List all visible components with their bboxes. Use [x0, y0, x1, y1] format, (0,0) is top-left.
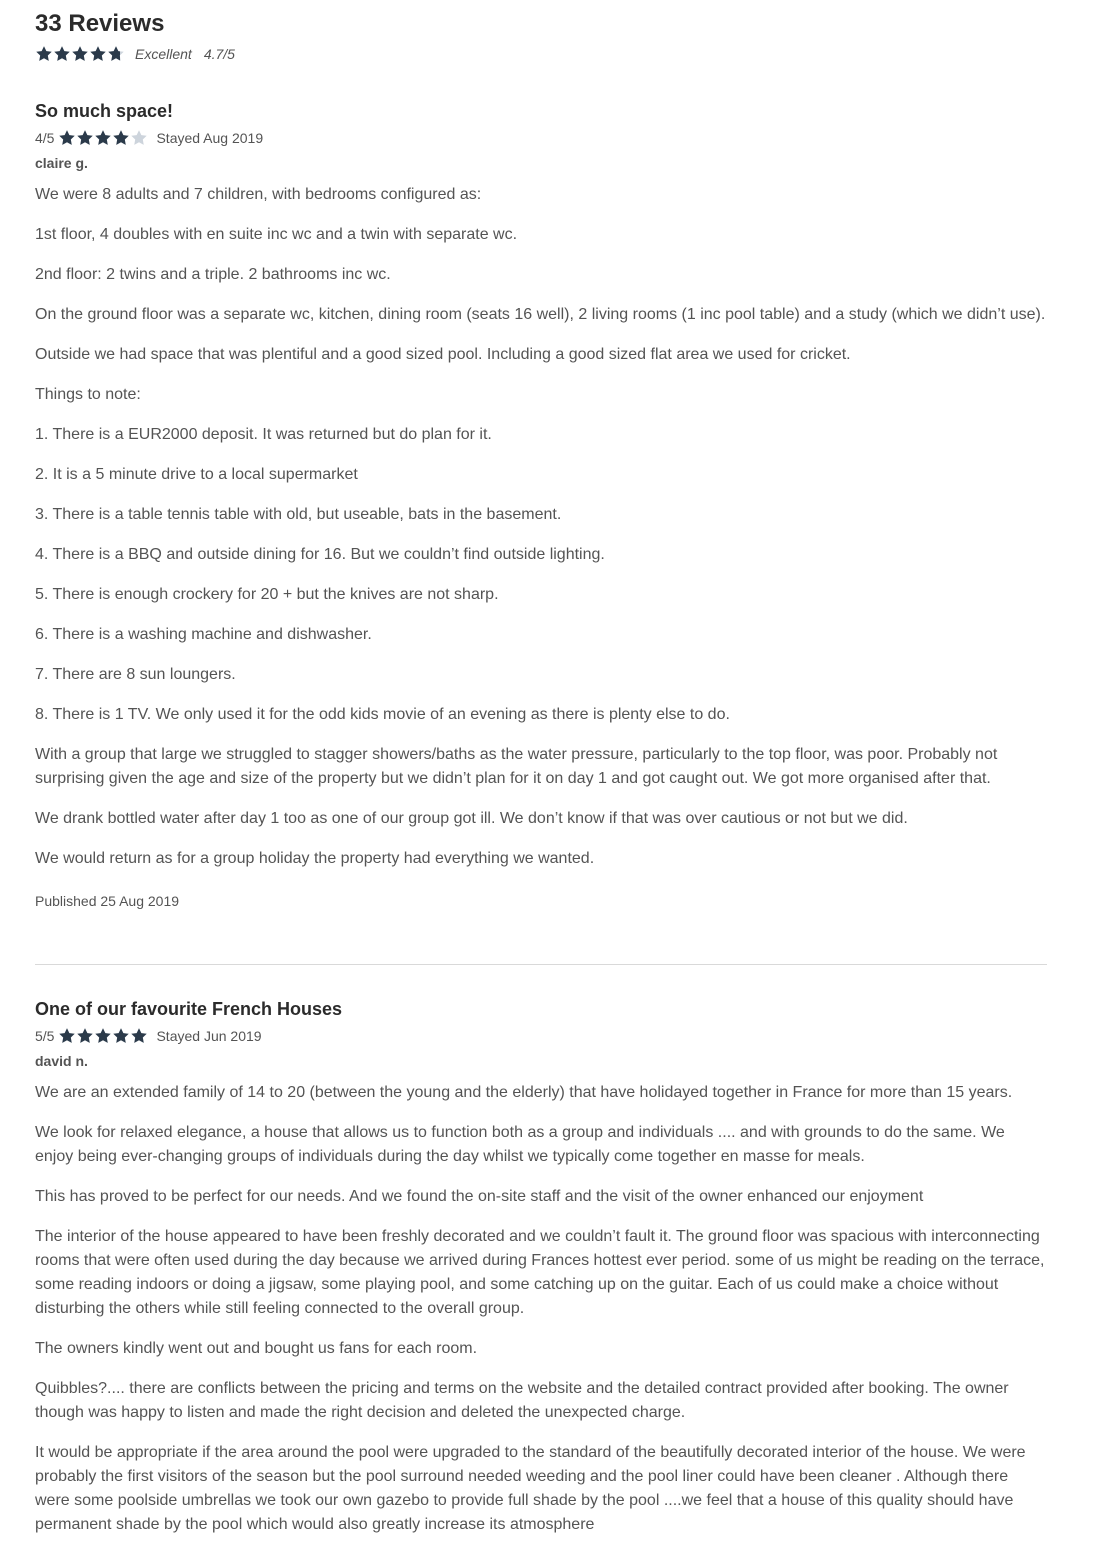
rating-score: 4.7/5 [203, 46, 235, 62]
review-card [35, 99, 1047, 909]
review-paragraph: With a group that large we struggled to stagger showers/baths as the water pressure, particularly to the top floor, was poor. Probably not surprising given the age and size of the property but we didn’t plan for it on day 1 and got caught out. We got more organised after that. [35, 746, 998, 787]
reviews-count-heading: 33 Reviews [35, 10, 165, 37]
review-rating-text: 4/5 [35, 130, 55, 146]
star-filled-icon [76, 1027, 94, 1045]
review-paragraph: It would be appropriate if the area around the pool were upgraded to the standard of the beautifully decorated interior of the house. We were probably the first visitors of the season but the pool surround needed weeding and the pool liner could have been cleaner . Although there were some poolside umbrellas we took our own gazebo to provide full shade by the pool ....we feel that a house of this quality should have permanent shade by the pool which would also greatly increase its atmosphere [35, 1444, 1026, 1533]
review-stayed-date: Stayed Jun 2019 [156, 1028, 262, 1044]
review-paragraph: 5. There is enough crockery for 20 + but the knives are not sharp. [35, 586, 499, 603]
review-title: One of our favourite French Houses [35, 999, 343, 1019]
review-paragraph: 3. There is a table tennis table with old, but useable, bats in the basement. [35, 506, 562, 523]
star-empty-icon [130, 129, 148, 147]
star-half-icon [107, 45, 125, 63]
review-paragraph: 1st floor, 4 doubles with en suite inc wc and a twin with separate wc. [35, 226, 518, 243]
review-paragraph: Things to note: [35, 386, 141, 403]
star-filled-icon [94, 129, 112, 147]
review-published-date: Published 25 Aug 2019 [35, 893, 180, 909]
review-card [35, 997, 1047, 1553]
star-filled-icon [71, 45, 89, 63]
review-paragraph: 2nd floor: 2 twins and a triple. 2 bathrooms inc wc. [35, 266, 391, 283]
review-paragraph: 2. It is a 5 minute drive to a local supermarket [35, 466, 358, 483]
review-paragraph: This has proved to be perfect for our needs. And we found the on-site staff and the visit of the owner enhanced our enjoyment [35, 1188, 924, 1205]
review-paragraph: 7. There are 8 sun loungers. [35, 666, 236, 683]
review-stayed-date: Stayed Aug 2019 [156, 130, 264, 146]
review-divider [35, 964, 1047, 965]
review-star-rating [58, 129, 148, 147]
review-rating-text: 5/5 [35, 1028, 55, 1044]
star-filled-icon [58, 1027, 76, 1045]
review-author: david n. [35, 1053, 88, 1069]
review-paragraph: 1. There is a EUR2000 deposit. It was returned but do plan for it. [35, 426, 492, 443]
rating-word: Excellent [135, 46, 192, 62]
review-paragraph: We are an extended family of 14 to 20 (between the young and the elderly) that have holidayed together in France for more than 15 years. [35, 1084, 1013, 1101]
review-title: So much space! [35, 101, 174, 121]
review-paragraph: The interior of the house appeared to have been freshly decorated and we couldn’t fault it. The ground floor was spacious with interconnecting rooms that were often used during the day because we arrived during Frances hottest ever period. some of us might be reading on the terrace, some reading indoors or doing a jigsaw, some playing pool, and some catching up on the guitar. Each of us could make a choice without disturbing the others while still feeling connected to the overall group. [35, 1228, 1045, 1317]
review-paragraph: We were 8 adults and 7 children, with bedrooms configured as: [35, 186, 482, 203]
star-filled-icon [112, 129, 130, 147]
review-meta [35, 129, 1047, 147]
overall-rating [35, 45, 235, 63]
star-filled-icon [58, 129, 76, 147]
review-paragraph: Quibbles?.... there are conflicts between the pricing and terms on the website and the detailed contract provided after booking. The owner though was happy to listen and made the right decision and deleted the unexpected charge. [35, 1380, 1009, 1421]
review-paragraph: 6. There is a washing machine and dishwasher. [35, 626, 372, 643]
review-paragraph: We drank bottled water after day 1 too as one of our group got ill. We don’t know if that was over cautious or not but we did. [35, 810, 908, 827]
star-filled-icon [76, 129, 94, 147]
star-filled-icon [89, 45, 107, 63]
review-body [35, 183, 1047, 871]
star-filled-icon [112, 1027, 130, 1045]
star-filled-icon [94, 1027, 112, 1045]
review-body [35, 1081, 1047, 1537]
review-paragraph: Outside we had space that was plentiful and a good sized pool. Including a good sized flat area we used for cricket. [35, 346, 851, 363]
review-paragraph: We would return as for a group holiday the property had everything we wanted. [35, 850, 595, 867]
overall-star-rating [35, 45, 125, 63]
review-paragraph: On the ground floor was a separate wc, kitchen, dining room (seats 16 well), 2 living rooms (1 inc pool table) and a study (which we didn’t use). [35, 306, 1046, 323]
star-filled-icon [130, 1027, 148, 1045]
star-filled-icon [35, 45, 53, 63]
review-paragraph: The owners kindly went out and bought us fans for each room. [35, 1340, 478, 1357]
review-paragraph: We look for relaxed elegance, a house that allows us to function both as a group and individuals .... and with grounds to do the same. We enjoy being ever-changing groups of individuals during the day whilst we typically come together en masse for meals. [35, 1124, 1005, 1165]
review-star-rating [58, 1027, 148, 1045]
review-author: claire g. [35, 155, 88, 171]
review-paragraph: 4. There is a BBQ and outside dining for 16. But we couldn’t find outside lighting. [35, 546, 605, 563]
review-paragraph: 8. There is 1 TV. We only used it for the odd kids movie of an evening as there is plenty else to do. [35, 706, 730, 723]
review-meta [35, 1027, 1047, 1045]
star-filled-icon [53, 45, 71, 63]
